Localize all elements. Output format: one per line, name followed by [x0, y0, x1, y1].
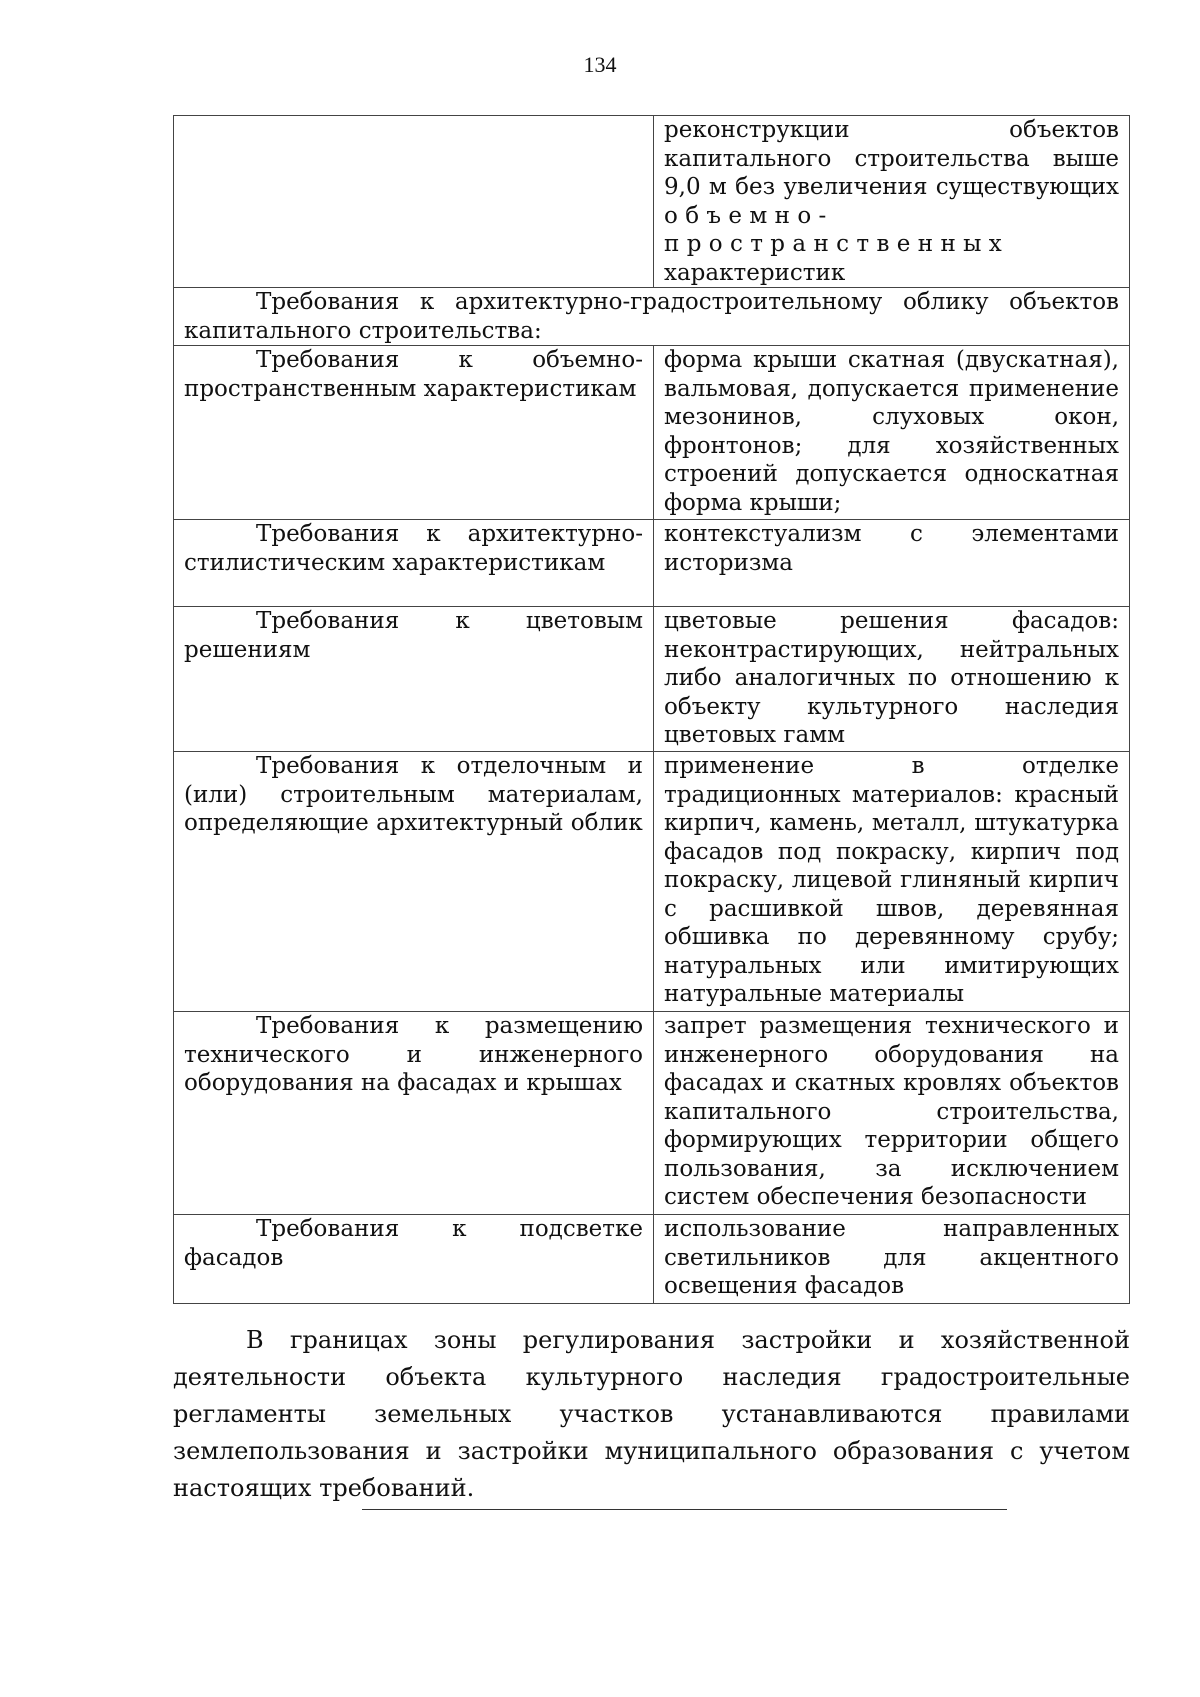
continuation-cell — [654, 116, 1130, 288]
requirements-table — [173, 115, 1130, 1304]
table-row — [174, 752, 1130, 1012]
continuation-line: реконструкции объектов — [664, 117, 1119, 143]
requirement-cell: Требования к объемно-пространственным характеристикам — [174, 346, 654, 520]
continuation-empty-cell — [174, 116, 654, 288]
closing-paragraph: В границах зоны регулирования застройки и хозяйственной деятельности объекта культурного наследия градостроительные регламенты земельных участков устанавливаются правилами землепользования и застройки муниципального образования с учетом настоящих требований. — [173, 1326, 1130, 1502]
requirement-cell: Требования к размещению технического и инженерного оборудования на фасадах и крышах — [174, 1012, 654, 1215]
value-cell: запрет размещения технического и инженерного оборудования на фасадах и скатных кровлях объектов капитального строительства, формирующих территории общего пользования, за исключением систем обеспечения безопасности — [654, 1012, 1130, 1215]
requirement-cell: Требования к архитектурно-стилистическим характеристикам — [174, 520, 654, 607]
value-cell: использование направленных светильников для акцентного освещения фасадов — [654, 1215, 1130, 1304]
table-row — [174, 1215, 1130, 1304]
table-row — [174, 346, 1130, 520]
value-cell: цветовые решения фасадов: неконтрастирующих, нейтральных либо аналогичных по отношению к объекту культурного наследия цветовых гамм — [654, 607, 1130, 752]
table-row — [174, 520, 1130, 607]
section-header-cell: Требования к архитектурно-градостроительному облику объектов капитального строительства: — [174, 288, 1130, 346]
continuation-line: характеристик — [664, 259, 846, 286]
value-cell: применение в отделке традиционных материалов: красный кирпич, камень, металл, штукатурка фасадов под покраску, кирпич под покраску, лицевой глиняный кирпич с расшивкой швов, деревянная обшивка по деревянному срубу; натуральных или имитирующих натуральные материалы — [654, 752, 1130, 1012]
table-row-continuation — [174, 116, 1130, 288]
table-section-header-row — [174, 288, 1130, 346]
value-cell: форма крыши скатная (двускатная), вальмовая, допускается применение мезонинов, слуховых окон, фронтонов; для хозяйственных строений допускается односкатная форма крыши; — [654, 346, 1130, 520]
continuation-line: капитального строительства выше — [664, 145, 1119, 172]
requirement-cell: Требования к подсветке фасадов — [174, 1215, 654, 1304]
requirement-cell: Требования к цветовым решениям — [174, 607, 654, 752]
continuation-line: объемно-пространственных — [664, 202, 1010, 258]
end-of-section-rule — [362, 1509, 1007, 1510]
requirement-cell: Требования к отделочным и (или) строительным материалам, определяющие архитектурный облик — [174, 752, 654, 1012]
value-cell: контекстуализм с элементами историзма — [654, 520, 1130, 607]
table-row — [174, 1012, 1130, 1215]
page-number: 134 — [583, 52, 617, 77]
continuation-line: 9,0 м без увеличения существующих — [664, 174, 1119, 201]
table-row — [174, 607, 1130, 752]
